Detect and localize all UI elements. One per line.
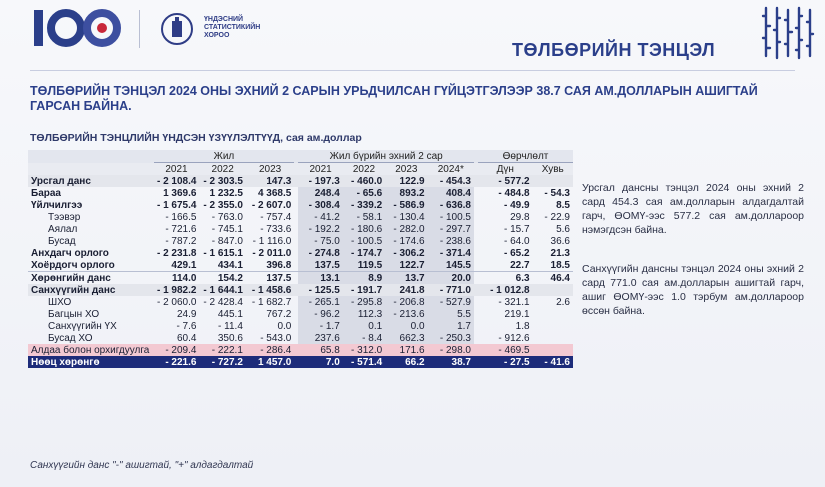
table-cell: - 54.3 xyxy=(544,187,570,199)
table-cell xyxy=(533,332,573,344)
table-cell: 114.0 xyxy=(154,272,200,285)
table-cell: - 2 355.0 xyxy=(203,199,243,211)
table-cell: 137.5 xyxy=(298,259,342,272)
logo-divider xyxy=(139,10,140,48)
table-cell: 112.3 xyxy=(343,308,385,320)
table-cell: 445.1 xyxy=(217,308,243,320)
table-cell: - 221.6 xyxy=(154,356,200,368)
col-header: 2023 xyxy=(246,163,294,176)
table-cell: - 7.6 xyxy=(176,320,197,332)
table-cell: - 721.6 xyxy=(165,223,197,235)
table-cell xyxy=(533,320,573,332)
table-title: ТӨЛБӨРИЙН ТЭНЦЛИЙН ҮНДСЭН ҮЗҮҮЛЭЛТҮҮД, сая ам.доллар xyxy=(30,132,362,144)
table-row xyxy=(28,284,573,296)
table-cell: - 75.0 xyxy=(298,235,342,247)
table-cell: 434.1 xyxy=(217,259,243,271)
table-cell: - 2 108.4 xyxy=(154,175,200,187)
table-cell: - 27.5 xyxy=(478,356,533,368)
table-cell: - 2 060.0 xyxy=(156,296,197,308)
table-cell: 21.3 xyxy=(550,247,570,259)
table-cell: 7.0 xyxy=(298,356,342,368)
col-header: 2021 xyxy=(298,163,342,176)
table-cell: 18.5 xyxy=(550,259,570,271)
section-title: ТӨЛБӨРИЙН ТЭНЦЭЛ xyxy=(512,40,716,60)
row-label: Хоёрдогч орлого xyxy=(31,259,115,271)
table-cell: - 2 303.5 xyxy=(199,175,245,187)
nso-emblem-icon xyxy=(160,12,194,46)
group-header-year: Жил xyxy=(154,150,295,163)
row-label: Бусад ХО xyxy=(48,332,93,344)
table-row xyxy=(28,356,573,368)
table-cell: - 282.0 xyxy=(385,223,427,235)
table-cell: 147.3 xyxy=(246,175,294,187)
table-cell: - 297.7 xyxy=(428,223,474,235)
table-cell: - 2 607.0 xyxy=(251,199,292,211)
row-label: Аялал xyxy=(48,223,78,235)
table-cell: - 2 011.0 xyxy=(252,247,292,259)
row-label: Багцын ХО xyxy=(48,308,100,320)
table-row xyxy=(28,187,573,199)
table-cell: 119.5 xyxy=(343,259,385,272)
table-cell: 662.3 xyxy=(385,332,427,344)
table-cell: - 295.8 xyxy=(343,296,385,308)
table-cell: 4 368.5 xyxy=(257,187,292,199)
table-cell: 66.2 xyxy=(385,356,427,368)
table-cell: - 543.0 xyxy=(260,332,292,344)
table-cell: - 763.0 xyxy=(211,211,243,223)
table-cell: - 1 012.8 xyxy=(478,284,533,296)
row-label: Санхүүгийн ҮХ xyxy=(48,320,117,332)
table-cell: - 1.7 xyxy=(298,320,342,332)
table-cell: - 1 682.7 xyxy=(251,296,292,308)
row-label: Бусад xyxy=(48,235,76,247)
table-cell: 36.6 xyxy=(550,235,570,247)
table-cell: - 265.1 xyxy=(298,296,342,308)
row-label: Урсгал данс xyxy=(28,175,154,187)
table-cell: - 286.4 xyxy=(246,344,294,356)
table-cell: - 191.7 xyxy=(343,284,385,296)
table-cell: 171.6 xyxy=(385,344,427,356)
table-row xyxy=(28,259,573,272)
table-cell: - 1 675.4 xyxy=(156,199,197,211)
row-label: Нөөц хөрөнгө xyxy=(28,356,154,368)
table-cell: - 847.0 xyxy=(211,235,243,247)
table-cell: 65.8 xyxy=(298,344,342,356)
table-cell: - 130.4 xyxy=(385,211,427,223)
table-cell: 0.0 xyxy=(385,320,427,332)
table-cell: 1.8 xyxy=(515,320,530,332)
table-cell: 122.9 xyxy=(385,175,427,187)
row-label: Бараа xyxy=(31,187,61,199)
table-cell: - 745.1 xyxy=(211,223,243,235)
balance-of-payments-table xyxy=(28,150,573,368)
table-row xyxy=(28,320,573,332)
row-label: ШХО xyxy=(48,296,72,308)
table-cell: 893.2 xyxy=(385,187,427,199)
table-cell: - 912.6 xyxy=(498,332,530,344)
table-cell: - 586.9 xyxy=(385,199,427,211)
col-header: Хувь xyxy=(533,163,573,176)
table-cell: 1 232.5 xyxy=(209,187,243,199)
table-cell: 60.4 xyxy=(176,332,197,344)
table-row xyxy=(28,296,573,308)
table-cell: 219.1 xyxy=(504,308,530,320)
table-row xyxy=(28,223,573,235)
table-cell: - 174.7 xyxy=(343,247,385,259)
col-header: 2022 xyxy=(343,163,385,176)
table-cell: - 238.6 xyxy=(428,235,474,247)
table-cell: - 1 644.1 xyxy=(199,284,245,296)
table-cell: 2.6 xyxy=(556,296,570,308)
table-cell: - 757.4 xyxy=(260,211,292,223)
table-cell: - 125.5 xyxy=(298,284,342,296)
table-cell: - 213.6 xyxy=(385,308,427,320)
table-cell: 122.7 xyxy=(385,259,427,272)
title-divider xyxy=(30,70,795,71)
table-cell: - 1 458.6 xyxy=(246,284,294,296)
table-cell: - 733.6 xyxy=(260,223,292,235)
table-cell: - 64.0 xyxy=(503,235,530,247)
table-cell: 5.6 xyxy=(556,223,570,235)
table-cell: - 96.2 xyxy=(298,308,342,320)
row-label: Хөрөнгийн данс xyxy=(28,272,154,285)
table-cell: 8.9 xyxy=(343,272,385,285)
table-cell xyxy=(533,284,573,296)
table-cell: 8.5 xyxy=(556,199,570,211)
row-label: Алдаа болон орхигдуулга xyxy=(28,344,154,356)
table-cell: 1.7 xyxy=(428,320,474,332)
table-cell: 396.8 xyxy=(266,259,292,271)
table-cell: - 209.4 xyxy=(154,344,200,356)
table-cell: - 192.2 xyxy=(298,223,342,235)
table-row xyxy=(28,175,573,187)
table-cell: 237.6 xyxy=(298,332,342,344)
table-row xyxy=(28,344,573,356)
table-cell: - 306.2 xyxy=(385,247,427,259)
table-cell: 5.5 xyxy=(428,308,474,320)
headline: ТӨЛБӨРИЙН ТЭНЦЭЛ 2024 ОНЫ ЭХНИЙ 2 САРЫН УРЬДЧИЛСАН ГҮЙЦЭТГЭЛЭЭР 38.7 САЯ АМ.ДОЛЛАРЫН АШИГТАЙ ГАРСАН БАЙНА. xyxy=(30,84,758,113)
table-cell: - 527.9 xyxy=(428,296,474,308)
table-cell: - 100.5 xyxy=(343,235,385,247)
table-cell: - 469.5 xyxy=(478,344,533,356)
table-cell: - 298.0 xyxy=(428,344,474,356)
table-cell: 241.8 xyxy=(385,284,427,296)
table-cell: - 1 116.0 xyxy=(252,235,292,247)
table-row xyxy=(28,272,573,285)
table-cell: - 2 231.8 xyxy=(156,247,197,259)
table-cell: - 174.6 xyxy=(385,235,427,247)
table-cell: 767.2 xyxy=(266,308,292,320)
table-cell: - 166.5 xyxy=(165,211,197,223)
table-cell: - 460.0 xyxy=(343,175,385,187)
row-label: Тээвэр xyxy=(48,211,81,223)
table-cell: 46.4 xyxy=(533,272,573,285)
table-row xyxy=(28,235,573,247)
table-cell: - 180.6 xyxy=(343,223,385,235)
table-row xyxy=(28,308,573,320)
org-name: ҮНДЭСНИЙ СТАТИСТИКИЙН ХОРОО xyxy=(204,16,261,39)
table-cell: - 15.7 xyxy=(503,223,530,235)
table-cell xyxy=(533,344,573,356)
table-cell: 137.5 xyxy=(246,272,294,285)
table-cell: - 454.3 xyxy=(428,175,474,187)
table-row xyxy=(28,332,573,344)
table-cell: 429.1 xyxy=(171,259,197,271)
table-cell: - 321.1 xyxy=(498,296,530,308)
table-cell: - 11.4 xyxy=(218,320,243,332)
table-cell: - 577.2 xyxy=(478,175,533,187)
table-cell: - 8.4 xyxy=(343,332,385,344)
row-label: Санхүүгийн данс xyxy=(28,284,154,296)
table-cell: - 197.3 xyxy=(298,175,342,187)
table-cell: - 787.2 xyxy=(165,235,197,247)
table-cell: 248.4 xyxy=(298,187,342,199)
table-cell: - 1 615.1 xyxy=(203,247,243,259)
group-header-two-months: Жил бүрийн эхний 2 сар xyxy=(298,150,474,163)
table-cell: - 727.2 xyxy=(199,356,245,368)
row-label: Үйлчилгээ xyxy=(31,199,83,211)
table-cell: - 571.4 xyxy=(343,356,385,368)
table-row xyxy=(28,211,573,223)
group-header-change: Өөрчлөлт xyxy=(478,150,573,163)
table-footnote: Санхүүгийн данс "-" ашигтай, "+" алдагдалтай xyxy=(30,460,254,471)
table-cell: 13.1 xyxy=(298,272,342,285)
table-cell: 0.0 xyxy=(277,320,292,332)
table-cell: - 41.6 xyxy=(533,356,573,368)
table-cell: - 49.9 xyxy=(503,199,530,211)
col-header: 2024* xyxy=(428,163,474,176)
table-cell: 29.8 xyxy=(510,211,530,223)
table-cell: - 41.2 xyxy=(298,211,342,223)
table-cell: - 58.1 xyxy=(343,211,385,223)
table-cell xyxy=(533,308,573,320)
table-cell: - 771.0 xyxy=(428,284,474,296)
mongolian-script-logo xyxy=(760,4,816,62)
row-label: Анхдагч орлого xyxy=(31,247,109,259)
table-cell: - 274.8 xyxy=(298,247,342,259)
table-cell: - 636.8 xyxy=(428,199,474,211)
table-cell: - 250.3 xyxy=(428,332,474,344)
table-cell: 20.0 xyxy=(428,272,474,285)
table-row xyxy=(28,247,573,259)
table-cell: - 100.5 xyxy=(428,211,474,223)
table-cell: 350.6 xyxy=(217,332,243,344)
table-cell: - 484.8 xyxy=(498,187,530,199)
table-cell: - 65.6 xyxy=(343,187,385,199)
table-cell: - 371.4 xyxy=(428,247,474,259)
table-cell: - 2 428.4 xyxy=(203,296,243,308)
table-cell: 22.7 xyxy=(510,259,530,271)
table-cell: - 22.9 xyxy=(544,211,570,223)
table-cell: - 1 982.2 xyxy=(154,284,200,296)
table-cell: - 308.4 xyxy=(298,199,342,211)
financial-account-note: Санхүүгийн дансны тэнцэл 2024 оны эхний 2 сард 771.0 сая ам.долларын ашигтай гарч, ашиг ӨОМҮ-ээс 1.0 тэрбум ам.доллароор өссөн байна. xyxy=(582,263,804,317)
table-cell: 1 369.6 xyxy=(163,187,197,199)
table-cell: 154.2 xyxy=(199,272,245,285)
table-cell: 6.3 xyxy=(478,272,533,285)
table-row xyxy=(28,199,573,211)
anniversary-100-logo xyxy=(30,6,130,50)
table-cell: 38.7 xyxy=(428,356,474,368)
table-cell: 0.1 xyxy=(343,320,385,332)
table-cell: 1 457.0 xyxy=(246,356,294,368)
table-cell: 13.7 xyxy=(385,272,427,285)
table-cell xyxy=(533,175,573,187)
col-header: 2022 xyxy=(199,163,245,176)
table-cell: 408.4 xyxy=(428,187,474,199)
current-account-note: Урсгал дансны тэнцэл 2024 оны эхний 2 сард 454.3 сая ам.долларын алдагдалтай гарч, ӨОМҮ-ээс 577.2 сая ам.доллароор нэмэгдсэн байна. xyxy=(582,182,804,236)
col-header: 2021 xyxy=(154,163,200,176)
table-cell: 24.9 xyxy=(176,308,197,320)
table-cell: - 339.2 xyxy=(343,199,385,211)
table-cell: - 312.0 xyxy=(343,344,385,356)
table-cell: - 222.1 xyxy=(199,344,245,356)
table-cell: - 65.2 xyxy=(503,247,530,259)
table-cell: - 206.8 xyxy=(385,296,427,308)
col-header: 2023 xyxy=(385,163,427,176)
table-cell: 145.5 xyxy=(428,259,474,272)
col-header: Дүн xyxy=(478,163,533,176)
